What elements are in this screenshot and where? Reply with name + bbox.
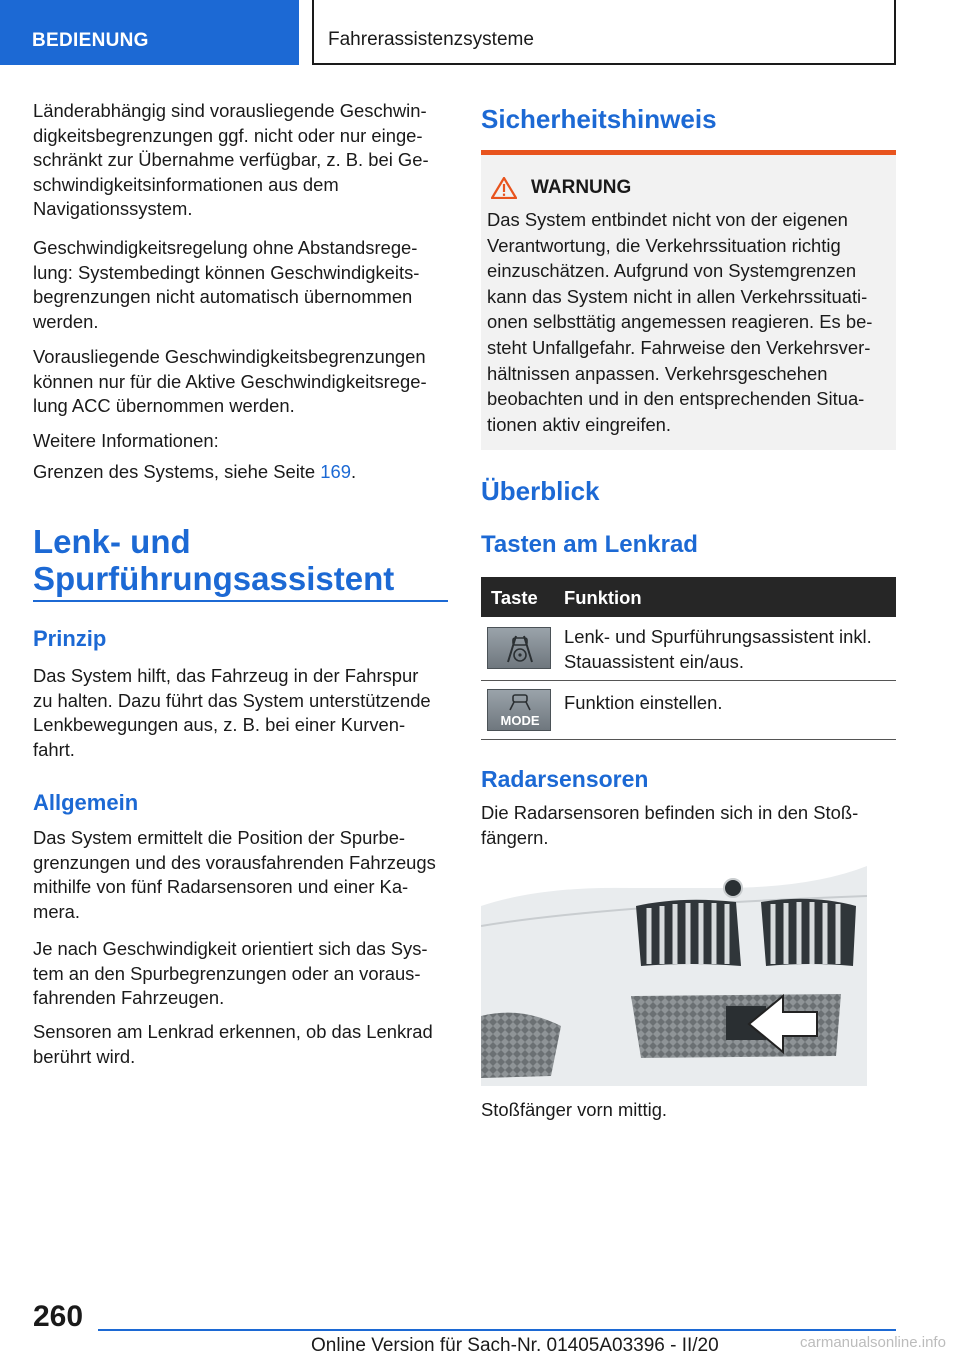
chapter-label: Fahrerassistenzsysteme <box>328 29 534 50</box>
paragraph-acc: Vorausliegende Geschwindigkeitsbegrenzungen können nur für die Aktive Geschwindigkeitsrege- lung ACC übernommen werden. <box>33 346 427 416</box>
paragraph-allgemein: Das System ermittelt die Position der Spurbe- grenzungen und des vorausfahrenden Fahrzeugs mithilfe von fünf Radarsensoren und einer Ka- mera. <box>33 827 436 922</box>
paragraph-steering-sensors: Sensoren am Lenkrad erkennen, ob das Lenkrad berührt wird. <box>33 1021 433 1067</box>
mode-key-label: MODE <box>500 713 540 728</box>
footer-rule <box>98 1329 896 1331</box>
paragraph-orientation: Je nach Geschwindigkeit orientiert sich das Sys- tem an den Spurbegrenzungen oder an voraus- fahrenden Fahrzeugen. <box>33 938 428 1008</box>
front-bumper-image <box>481 866 867 1086</box>
page-number: 260 <box>33 1300 84 1333</box>
buttons-table <box>481 577 896 740</box>
paragraph-speed-control: Geschwindigkeitsregelung ohne Abstandsrege- lung: Systembedingt können Geschwindigkeits- begrenzungen nicht automatisch übernommen werden. <box>33 237 420 332</box>
heading-radar: Radarsensoren <box>481 766 649 792</box>
online-version-text: Online Version für Sach-Nr. 01405A03396 - II/20 <box>311 1335 719 1356</box>
title-rule <box>33 600 448 602</box>
main-title: Lenk- und Spurführungsassistent <box>33 523 395 597</box>
function-settings: Funktion einstellen. <box>564 692 723 713</box>
page-link[interactable]: 169 <box>320 461 351 482</box>
warning-triangle-icon <box>491 177 517 199</box>
paragraph-country-limits: Länderabhängig sind vorausliegende Geschwin- digkeitsbegrenzungen ggf. nicht oder nur einge- schränkt zur Übernahme verfügbar, z. B. bei Ge- schwindigkeitsinformationen aus dem Navigationssystem. <box>33 100 429 219</box>
heading-safety: Sicherheitshinweis <box>481 104 717 134</box>
chapter-tab <box>312 0 896 65</box>
warning-box <box>481 150 896 450</box>
warning-label: WARNUNG <box>531 177 632 198</box>
table-header <box>481 577 896 617</box>
heading-overview: Überblick <box>481 476 600 506</box>
table-row <box>481 617 896 681</box>
heading-prinzip: Prinzip <box>33 626 107 651</box>
paragraph-prinzip: Das System hilft, das Fahrzeug in der Fahrspur zu halten. Dazu führt das System unterstützende Lenkbewegungen aus, z. B. bei einer Kurven- fahrt. <box>33 665 431 760</box>
section-label: BEDIENUNG <box>32 30 149 51</box>
lane-assist-key-icon <box>487 627 551 669</box>
paragraph-radar: Die Radarsensoren befinden sich in den Stoß- fängern. <box>481 802 859 848</box>
section-tab <box>0 0 299 65</box>
warning-header <box>491 177 631 199</box>
watermark: carmanualsonline.info <box>800 1334 946 1351</box>
col-function-header: Funktion <box>564 587 642 608</box>
mode-key-icon <box>487 689 551 731</box>
heading-allgemein: Allgemein <box>33 790 139 815</box>
heading-buttons: Tasten am Lenkrad <box>481 531 698 558</box>
col-key-header: Taste <box>491 587 538 608</box>
paragraph-see-page: Grenzen des Systems, siehe Seite 169. <box>33 461 357 482</box>
warning-text: Das System entbindet nicht von der eigenen Verantwortung, die Verkehrssituation richtig einzuschätzen. Aufgrund von Systemgrenzen kann das System nicht in allen Verkehrssituati- onen selbsttätig angemessen reagieren. Es be- steht Unfallgefahr. Fahrweise den Verkehrsver- hältnissen anpassen. Verkehrsgeschehen beobachten und in den entsprechenden Situa- tionen aktiv eingreifen. <box>487 209 873 435</box>
photo-caption: Stoßfänger vorn mittig. <box>481 1099 668 1120</box>
paragraph-more-info: Weitere Informationen: <box>33 430 219 451</box>
function-lane-assist: Lenk- und Spurführungsassistent inkl. Stauassistent ein/aus. <box>564 626 872 672</box>
table-row <box>481 681 896 740</box>
